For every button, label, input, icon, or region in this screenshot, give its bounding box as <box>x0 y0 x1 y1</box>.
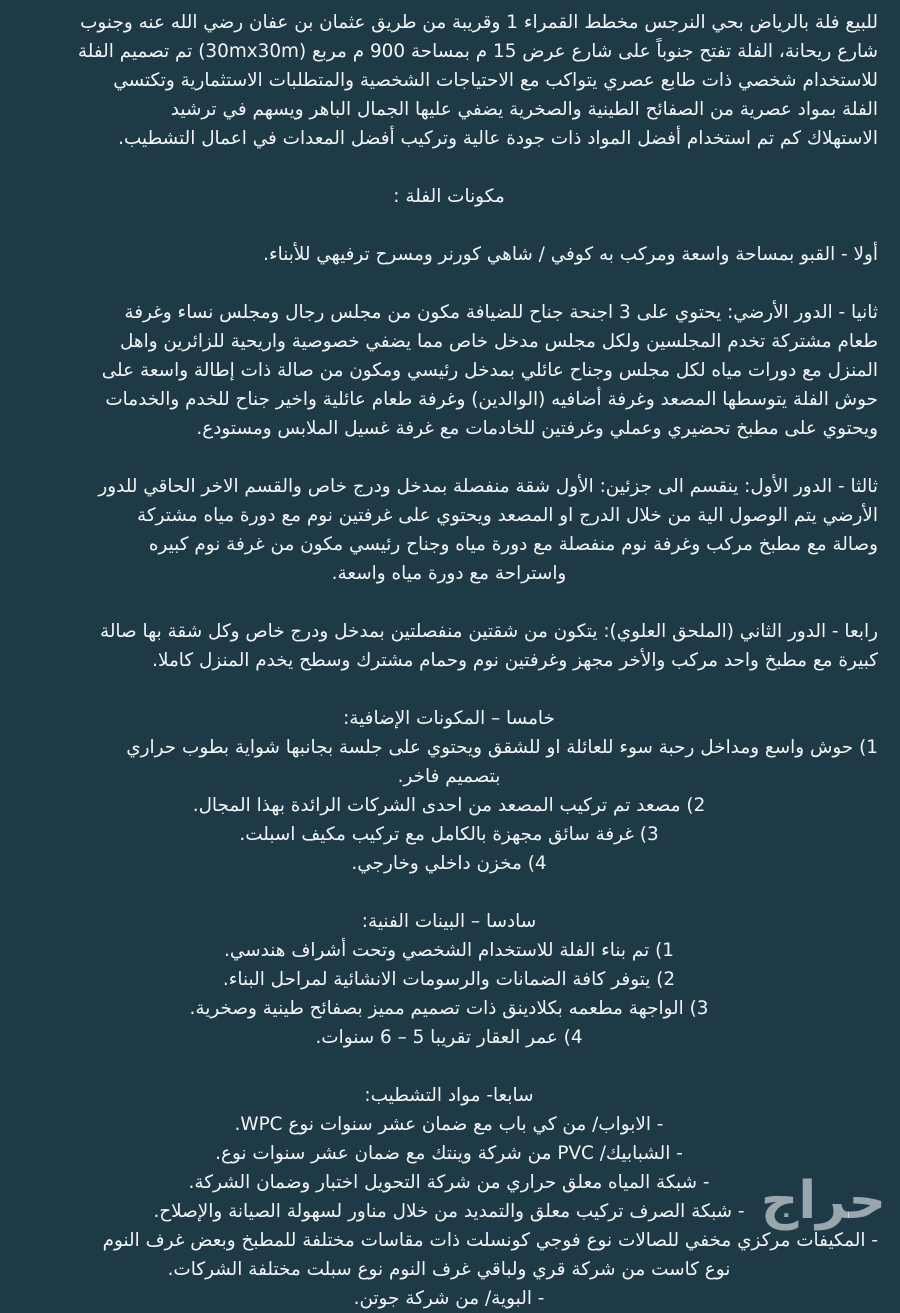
list-item: نوع كاست من شركة قري ولباقي غرف النوم نوع سبلت مختلفة الشركات. <box>167 1259 731 1280</box>
text-line: الأرضي يتم الوصول الية من خلال الدرج او المصعد ويحتوي على غرفتين نوم مع دورة مياه مشتركة <box>137 505 878 526</box>
text-line: ثانيا - الدور الأرضي: يحتوي على 3 اجنحة جناح للضيافة مكون من مجلس رجال ومجلس نساء وغرفة <box>124 302 878 323</box>
text-line: ثالثا - الدور الأول: ينقسم الى جزئين: الأول شقة منفصلة بمدخل ودرج خاص والقسم الاخر الحاقي للدور <box>98 476 878 497</box>
haraj-watermark-logo: حراج <box>760 1171 886 1231</box>
list-item: - المكيفات مركزي مخفي للصالات نوع فوجي كونسلت ذات مقاسات مختلفة للمطبخ وبعض غرف النوم <box>102 1230 878 1251</box>
list-item: - الشبابيك/ PVC من شركة وينتك مع ضمان عشر سنوات نوع. <box>215 1143 683 1164</box>
section-basement <box>20 240 878 269</box>
list-item: 2) يتوفر كافة الضمانات والرسومات الانشائية لمراحل البناء. <box>222 969 676 990</box>
list-item: 1) تم بناء الفلة للاستخدام الشخصي وتحت أشراف هندسي. <box>224 940 674 961</box>
section-heading: سابعا- مواد التشطيب: <box>364 1085 534 1106</box>
section-heading: خامسا – المكونات الإضافية: <box>343 708 555 729</box>
list-item: - شبكة المياه معلق حراري من شركة التحويل اختبار وضمان الشركة. <box>188 1172 710 1193</box>
section-additional-components <box>20 704 878 878</box>
list-item: - شبكة الصرف تركيب معلق والتمديد من خلال مناور لسهولة الصيانة والإصلاح. <box>153 1201 745 1222</box>
list-item: 2) مصعد تم تركيب المصعد من احدى الشركات الرائدة بهذا المجال. <box>192 795 706 816</box>
text-line: رابعا - الدور الثاني (الملحق العلوي): يتكون من شقتين منفصلتين بمدخل ودرج خاص وكل شقة بها صالة <box>99 621 878 642</box>
list-item: 4) مخزن داخلي وخارجي. <box>351 853 547 874</box>
list-item: 3) غرفة سائق مجهزة بالكامل مع تركيب مكيف اسبلت. <box>239 824 659 845</box>
text-line: الاستهلاك كم تم استخدام أفضل المواد ذات جودة عالية وتركيب أفضل المعدات في اعمال التشطيب. <box>118 128 878 149</box>
section-first-floor <box>20 472 878 588</box>
text-line: المنزل مع دورات مياه لكل مجلس وجناح عائلي بمدخل رئيسي ومكون من صالة ذات إطالة واسعة على <box>101 360 878 381</box>
list-item: 3) الواجهة مطعمه بكلادينق ذات تصميم مميز بصفائح طينية وصخرية. <box>189 998 709 1019</box>
section-ground-floor <box>20 298 878 443</box>
list-item: - البوية/ من شركة جوتن. <box>353 1288 545 1309</box>
list-item: 1) حوش واسع ومداخل رحبة سوء للعائلة او للشقق ويحتوي على جلسة بجانبها شواية بطوب حراري <box>126 737 878 758</box>
text-line: شارع ريحانة، الفلة تفتح جنوباً على شارع عرض 15 م بمساحة 900 م مربع (30mx30m) تم تصميم الفلة <box>77 41 878 62</box>
text-line: ويحتوي على مطبخ تحضيري وعملي وغرفتين للخادمات مع غرفة غسيل الملابس ومستودع. <box>196 418 878 439</box>
text-line: للبيع فلة بالرياض بحي النرجس مخطط القمراء 1 وقريبة من طريق عثمان بن عفان رضي الله عنه وجنوب <box>80 12 878 33</box>
intro-paragraph <box>20 8 878 153</box>
text-line: واستراحة مع دورة مياه واسعة. <box>331 563 567 584</box>
components-heading: مكونات الفلة : <box>393 186 505 207</box>
text-line: طعام مشتركة تخدم المجلسين ولكل مجلس مدخل خاص مما يضفي خصوصية واريحية للزائرين واهل <box>119 331 878 352</box>
text-line: أولا - القبو بمساحة واسعة ومركب به كوفي / شاهي كورنر ومسرح ترفيهي للأبناء. <box>263 244 878 265</box>
list-item: - الابواب/ من كي باب مع ضمان عشر سنوات نوع WPC. <box>234 1114 664 1135</box>
text-line: حوش الفلة يتوسطها المصعد وغرفة أضافيه (الوالدين) وغرفة طعام عائلية واخير جناح للخدم والخدمات <box>105 389 878 410</box>
section-finishing-materials <box>20 1081 878 1313</box>
text-line: كبيرة مع مطبخ واحد مركب والأخر مجهز وغرفتين نوم وحمام مشترك وسطح يخدم المنزل كاملا. <box>152 650 878 671</box>
list-item: 4) عمر العقار تقريبا 5 – 6 سنوات. <box>315 1027 583 1048</box>
section-technical-data <box>20 907 878 1052</box>
section-second-floor <box>20 617 878 675</box>
text-line: الفلة بمواد عصرية من الصفائح الطينية والصخرية يضفي عليها الجمال الباهر ويسهم في ترشيد <box>170 99 878 120</box>
section-heading: سادسا – البينات الفنية: <box>361 911 537 932</box>
text-line: للاستخدام شخصي ذات طابع عصري يتواكب مع الاحتياجات الشخصية والمتطلبات الاستثمارية وتكتسي <box>113 70 878 91</box>
text-line: وصالة مع مطبخ مركب وغرفة نوم منفصلة مع دورة مياه وجناح رئيسي مكون من غرفة نوم كبيره <box>148 534 878 555</box>
list-item: بتصميم فاخر. <box>397 766 501 787</box>
